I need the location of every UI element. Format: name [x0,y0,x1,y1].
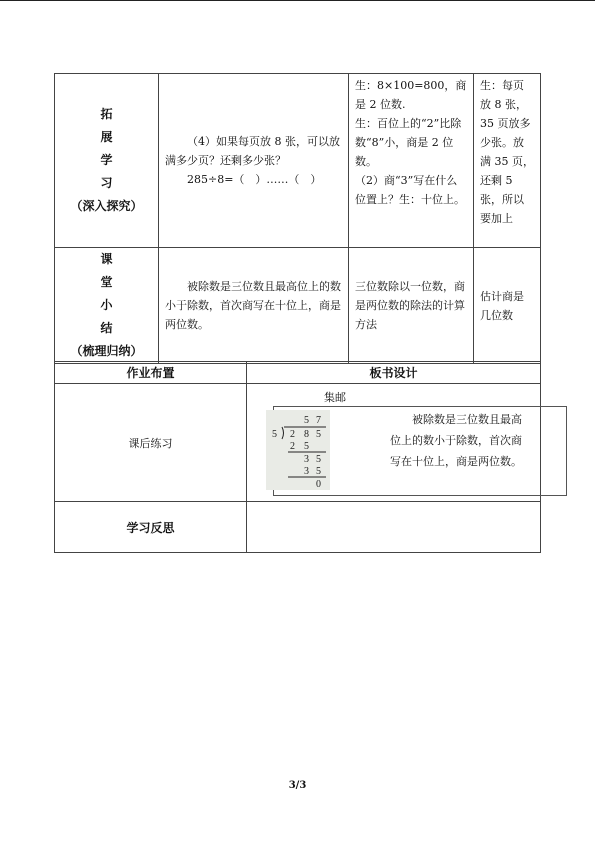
step2-digit-2: 5 [316,453,321,465]
summary-method: 三位数除以一位数，商是两位数的除法的计算方法 [349,248,474,364]
remainder-digit: 0 [316,478,321,490]
step3-digit-1: 3 [304,465,309,477]
reflection-content [247,502,541,553]
summary-sub: （梳理归纳） [70,344,143,358]
expand-student-b-cell [474,74,541,248]
divisor-digit: 5 [272,428,277,440]
board-cell [247,384,541,502]
summary-char-1: 课 [100,252,113,266]
header-rule [0,0,595,1]
homework-board-table [54,361,541,553]
board-title: 集邮 [324,390,346,404]
page-number: 3/3 [288,780,307,791]
summary-char-4: 结 [100,321,113,335]
expand-char-4: 习 [100,176,113,190]
summary-label [55,248,159,364]
dividend-digit-3: 5 [316,428,321,440]
summary-estimate: 估计商是几位数 [474,248,541,364]
step3-digit-2: 5 [316,465,321,477]
expand-sub: （深入探究） [70,199,143,213]
board-design [247,385,540,501]
expand-question-cell [159,74,349,248]
student-b-text: 生：每页放 8 张，35 页放多少张。放满 35 页，还剩 5 张，所以要加上 [480,79,534,225]
step2-digit-1: 3 [304,453,309,465]
quotient-digit-1: 5 [304,414,309,426]
board-frame [273,406,567,496]
summary-char-2: 堂 [100,275,113,289]
row-reflection [55,502,541,553]
division-bracket [282,427,288,439]
board-header: 板书设计 [247,362,541,384]
student-a-line-2: 生：百位上的“2”比除数“8”小，商是 2 位数。 [355,117,462,168]
expand-question: （4）如果每页放 8 张，可以放满多少页？还剩多少张？ [165,135,340,167]
step1-digit-2: 5 [304,440,309,452]
row-homework-board [55,384,541,502]
quotient-digit-2: 7 [316,414,321,426]
expand-char-2: 展 [100,130,113,144]
expand-student-a-cell [349,74,474,248]
summary-char-3: 小 [100,298,113,312]
homework-header: 作业布置 [55,362,247,384]
step1-digit-1: 2 [290,440,295,452]
reflection-header: 学习反思 [55,502,247,553]
expand-equation: 285÷8=（ ）……（ ） [187,173,322,186]
student-a-line-1: 生：8×100=800，商是 2 位数. [355,79,467,111]
row-headers [55,362,541,384]
long-division-image [266,410,330,490]
expand-label [55,74,159,248]
row-expand [55,74,541,248]
student-a-line-3: （2）商“3”写在什么位置上？生：十位上。 [355,174,465,206]
dividend-digit-1: 2 [290,428,295,440]
homework-content: 课后练习 [55,384,247,502]
row-summary [55,248,541,364]
lesson-table [54,73,541,364]
board-text: 被除数是三位数且最高位上的数小于除数，首次商写在十位上，商是两位数。 [390,412,522,468]
expand-char-3: 学 [100,153,113,167]
expand-char-1: 拓 [100,107,113,121]
summary-content: 被除数是三位数且最高位上的数小于除数，首次商写在十位上，商是两位数。 [159,248,349,364]
dividend-digit-2: 8 [304,428,309,440]
